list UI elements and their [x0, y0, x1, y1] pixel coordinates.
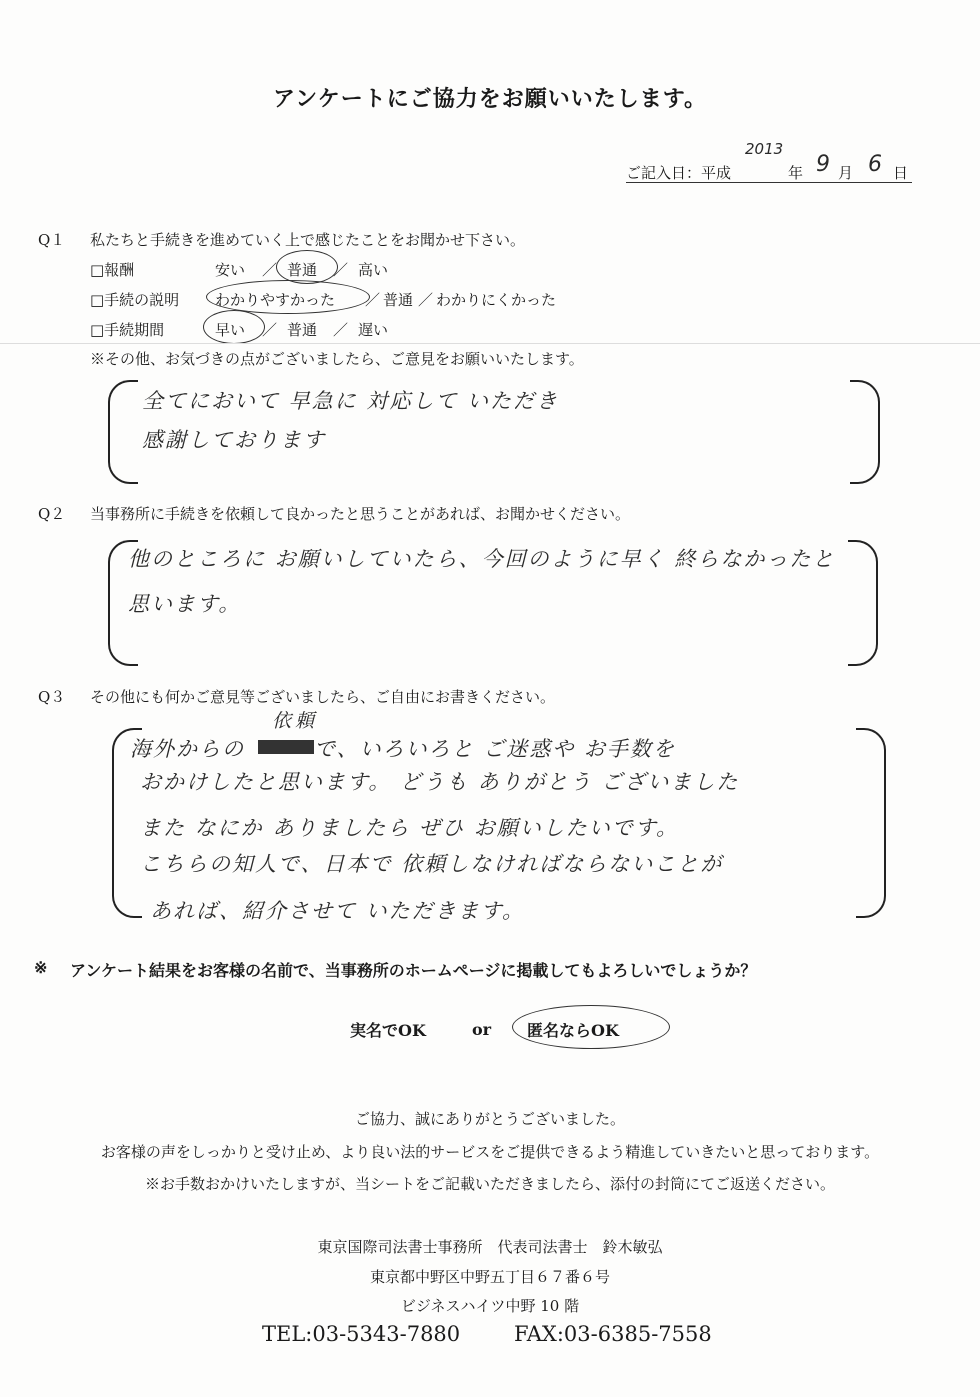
q3-answer-line-4: こちらの知人で、日本で 依頼しなければならないことが	[140, 852, 724, 876]
q2-answer-line-2: 思います。	[128, 592, 242, 616]
q1-question: 私たちと手続きを進めていく上で感じたことをお聞かせ下さい。	[90, 231, 526, 249]
q2-answer-line-1: 他のところに お願いしていたら、今回のように早く 終らなかったと	[128, 547, 836, 571]
office-fax: FAX:03-6385-7558	[514, 1322, 712, 1346]
q1-row-fee-label: □報酬	[90, 261, 135, 279]
office-name: 東京国際司法書士事務所 代表司法書士 鈴木敏弘	[317, 1238, 663, 1256]
scan-fold-line	[0, 343, 980, 344]
q1-row-fee-sep1: ／	[262, 261, 278, 279]
q2-question: 当事務所に手続きを依頼して良かったと思うことがあれば、お聞かせください。	[90, 505, 631, 523]
publish-mark: ※	[34, 958, 48, 977]
explain-selected-circle	[206, 280, 370, 314]
q3-question: その他にも何かご意見等ございましたら、ご自由にお書きください。	[90, 688, 556, 706]
publish-option-anonymous[interactable]: 匿名ならOK	[527, 1021, 619, 1040]
q1-answer-bracket-right	[850, 380, 880, 484]
q1-row-period-opt2[interactable]: 普通	[287, 321, 318, 339]
q2-answer-bracket-right	[848, 540, 878, 666]
q1-answer-line-2: 感謝しております	[142, 428, 326, 452]
date-underline	[626, 182, 912, 183]
office-address-2: ビジネスハイツ中野 10 階	[400, 1297, 580, 1315]
date-month-suffix: 月	[838, 164, 854, 182]
date-label: ご記入日：平成	[626, 164, 732, 182]
q1-row-period-sep1: ／	[262, 321, 278, 339]
date-year-suffix: 年	[788, 164, 804, 182]
office-tel: TEL:03-5343-7880	[262, 1322, 461, 1346]
q1-row-period-opt3[interactable]: 遅い	[358, 321, 389, 339]
q3-answer-line-5: あれば、紹介させて いただきます。	[150, 899, 525, 923]
q1-row-period-opt1[interactable]: 早い	[215, 321, 246, 339]
office-address-1: 東京都中野区中野五丁目６７番６号	[369, 1268, 610, 1286]
q1-row-period-sep2: ／	[333, 321, 349, 339]
q1-row-explain-sep1: ／	[365, 291, 381, 309]
publish-option-real-name[interactable]: 実名でOK	[350, 1021, 426, 1040]
thanks-line-2: お客様の声をしっかりと受け止め、より良い法的サービスをご提供できるよう精進していきたいと思っております。	[100, 1143, 880, 1161]
date-year-handwritten: 2013	[745, 140, 784, 158]
q1-row-explain-label: □手続の説明	[90, 291, 180, 309]
thanks-line-1: ご協力、誠にありがとうございました。	[354, 1110, 625, 1128]
q1-number: Q１	[38, 231, 66, 249]
survey-title: アンケートにご協力をお願いいたします。	[273, 86, 707, 112]
publish-question: アンケート結果をお客様の名前で、当事務所のホームページに掲載してもよろしいでしょうか？	[70, 961, 757, 980]
q1-row-fee-opt3[interactable]: 高い	[358, 261, 389, 279]
thanks-line-3: ※お手数おかけいたしますが、当シートをご記載いただきましたら、添付の封筒にてご返送ください。	[144, 1175, 835, 1193]
q1-answer-line-1: 全てにおいて 早急に 対応して いただき	[142, 389, 560, 413]
q1-row-explain-opt2[interactable]: 普通	[383, 291, 414, 309]
q3-answer-line-2: おかけしたと思います。 どうも ありがとう ございました	[140, 770, 740, 794]
q1-row-explain-sep2: ／	[418, 291, 434, 309]
period-selected-circle	[203, 310, 265, 344]
q1-row-fee-sep2: ／	[333, 261, 349, 279]
q2-number: Q２	[38, 505, 66, 523]
anonymous-selected-circle	[512, 1005, 670, 1049]
q3-number: Q３	[38, 688, 66, 706]
q3-answer-bracket-right	[856, 728, 886, 918]
q3-answer-line-1: 海外からの で、いろいろと ご迷惑や お手数を	[130, 737, 676, 761]
date-month: 9	[816, 152, 830, 177]
q1-row-explain-opt1[interactable]: わかりやすかった	[215, 291, 336, 309]
q1-row-period-label: □手続期間	[90, 321, 165, 339]
q1-note: ※その他、お気づきの点がございましたら、ご意見をお願いいたします。	[90, 350, 584, 368]
date-day: 6	[868, 152, 882, 177]
publish-or: or	[472, 1020, 492, 1039]
q1-row-explain-opt3[interactable]: わかりにくかった	[436, 291, 557, 309]
fee-selected-circle	[276, 250, 338, 284]
q1-row-fee-opt2[interactable]: 普通	[287, 261, 318, 279]
q1-row-fee-opt1[interactable]: 安い	[215, 261, 246, 279]
date-day-suffix: 日	[893, 164, 909, 182]
q1-answer-bracket-left	[108, 380, 138, 484]
q3-insert-word: 依頼	[272, 710, 319, 732]
q3-answer-line-3: また なにか ありましたら ぜひ お願いしたいです。	[140, 816, 680, 840]
